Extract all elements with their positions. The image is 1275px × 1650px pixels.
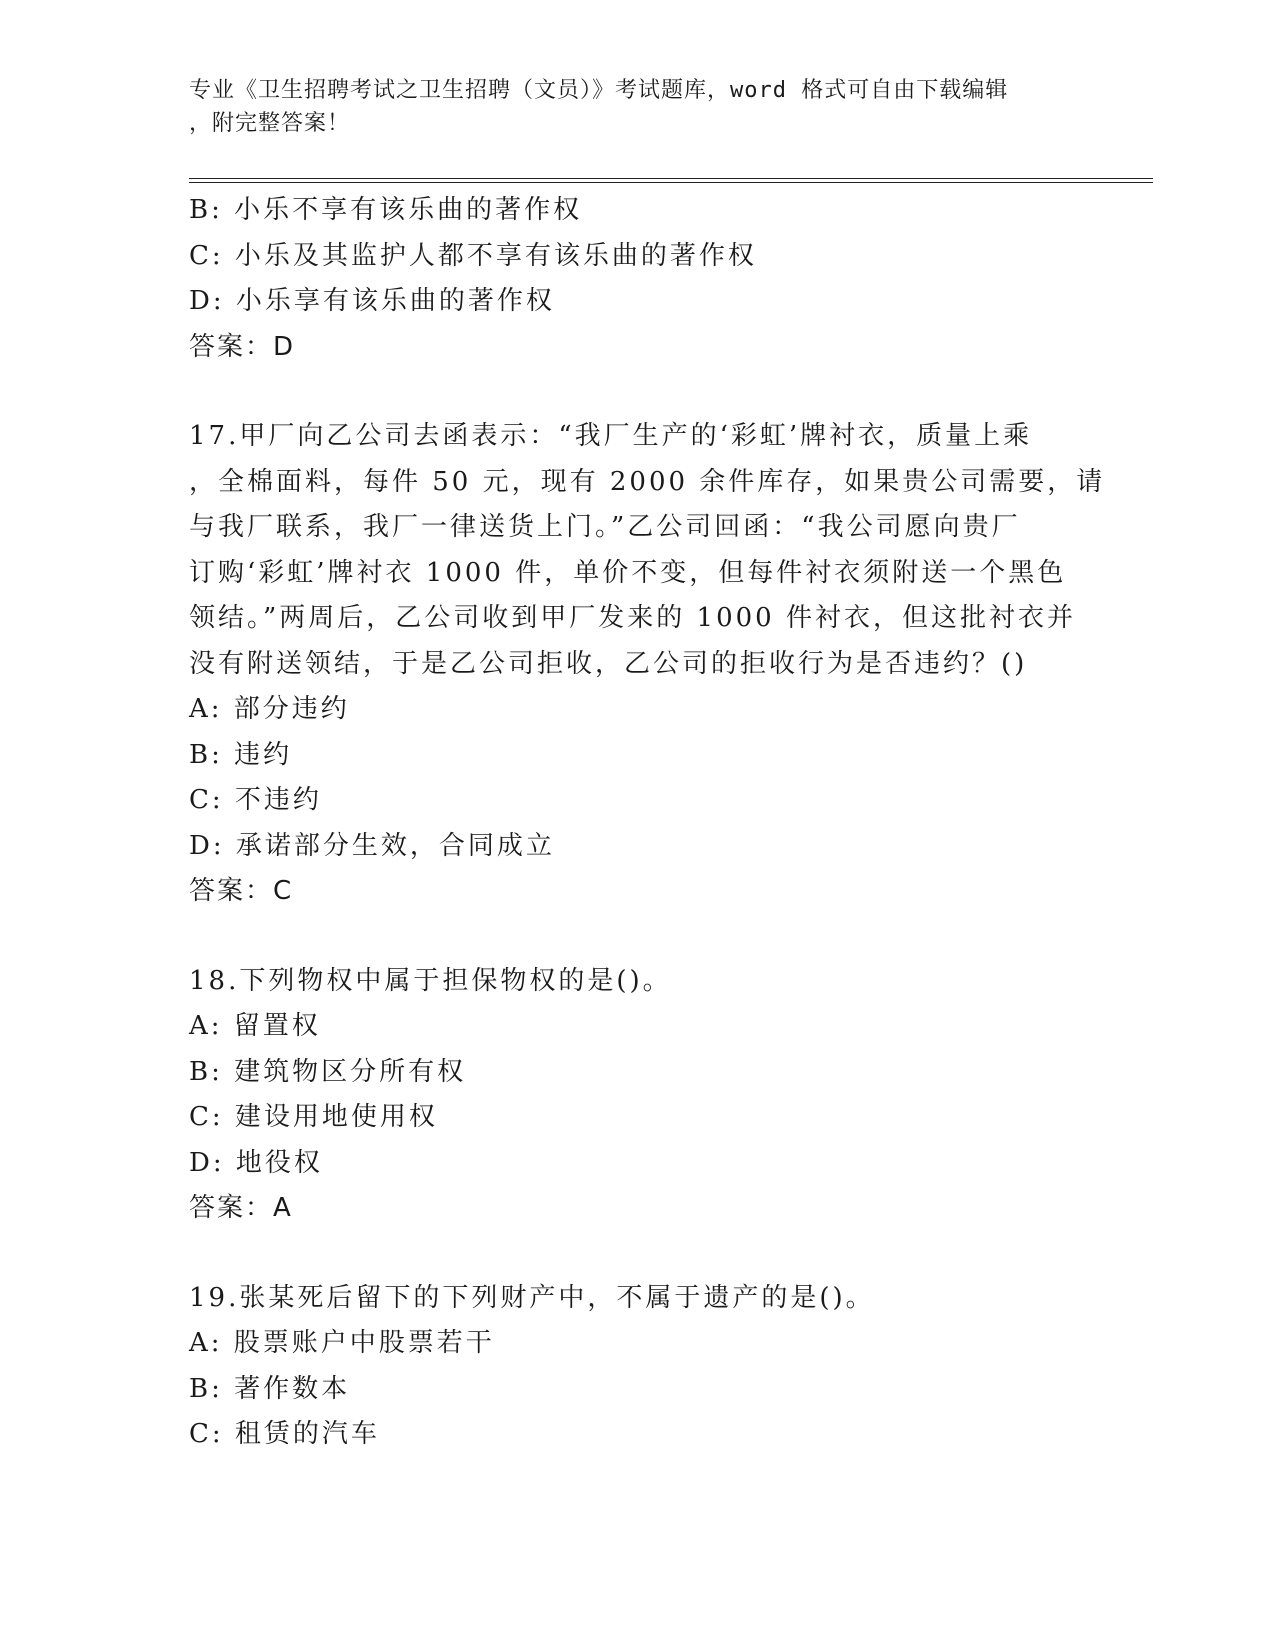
spacer [189,370,1089,414]
header-title-line: 专业《卫生招聘考试之卫生招聘（文员）》考试题库，word 格式可自由下载编辑 [189,78,1009,103]
option-d: D: 承诺部分生效，合同成立 [189,830,555,861]
question-16-tail [189,188,1089,370]
question-stem-line: 17.甲厂向乙公司去函表示：“我厂生产的‘彩虹’牌衬衣，质量上乘 [189,421,1033,451]
option-d: D: 地役权 [189,1147,323,1178]
question-17 [189,414,1106,915]
question-stem-line: 与我厂联系，我厂一律送货上门。”乙公司回函：“我公司愿向贵厂 [189,512,1021,542]
option-a: A: 留置权 [189,1011,321,1041]
option-a: A: 股票账户中股票若干 [189,1328,495,1358]
question-19 [189,1276,1089,1458]
spacer [189,915,1089,959]
answer-line: 答案：A [189,1193,293,1223]
header-title-line: ，附完整答案！ [189,111,351,136]
answer-line: 答案：D [189,331,296,362]
option-c: C: 小乐及其监护人都不享有该乐曲的著作权 [189,240,757,271]
question-18 [189,959,1089,1232]
answer-line: 答案：C [189,876,294,906]
question-stem-line: 19.张某死后留下的下列财产中，不属于遗产的是()。 [189,1282,875,1313]
option-b: B: 著作数本 [189,1373,351,1404]
header-divider [189,178,1153,183]
question-stem-line: 18.下列物权中属于担保物权的是()。 [189,965,672,996]
option-a: A: 部分违约 [189,694,350,724]
option-c: C: 不违约 [189,785,322,815]
option-b: B: 建筑物区分所有权 [189,1056,467,1087]
spacer [189,1232,1089,1276]
document-body [189,188,1106,1458]
question-stem-line: ，全棉面料，每件 50 元，现有 2000 余件库存，如果贵公司需要，请 [189,466,1106,497]
document-header [189,74,1069,140]
option-b: B: 小乐不享有该乐曲的著作权 [189,195,583,225]
question-stem-line: 订购‘彩虹’牌衬衣 1000 件，单价不变，但每件衬衣须附送一个黑色 [189,557,1067,588]
option-c: C: 租赁的汽车 [189,1419,380,1449]
option-c: C: 建设用地使用权 [189,1102,438,1132]
question-stem-line: 领结。”两周后，乙公司收到甲厂发来的 1000 件衬衣，但这批衬衣并 [189,603,1076,633]
question-stem-line: 没有附送领结，于是乙公司拒收，乙公司的拒收行为是否违约？() [189,648,1028,679]
option-b: B: 违约 [189,739,293,770]
option-d: D: 小乐享有该乐曲的著作权 [189,286,555,316]
